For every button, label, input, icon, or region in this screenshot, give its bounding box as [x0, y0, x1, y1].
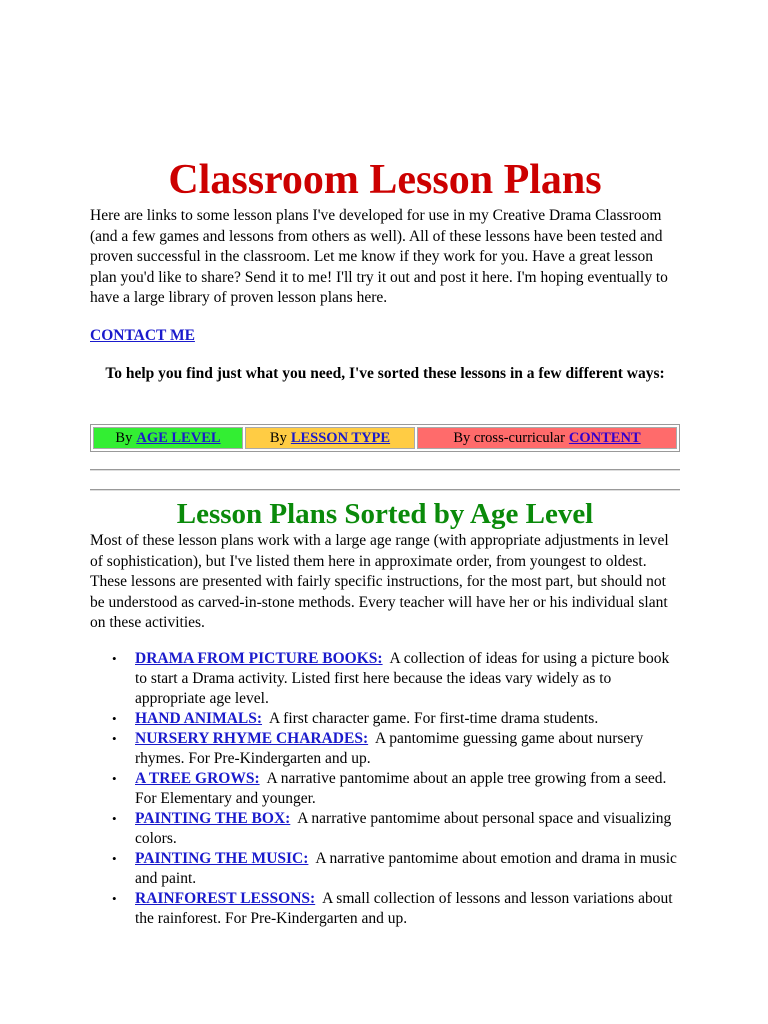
sort-type-prefix: By — [269, 429, 287, 446]
lesson-link-painting-the-music[interactable]: PAINTING THE MUSIC: — [135, 850, 309, 867]
bullet-icon: • — [112, 891, 117, 906]
lesson-description: A narrative pantomime about an apple tree growing from a seed. For Elementary and younger. — [135, 770, 667, 807]
horizontal-divider — [90, 469, 680, 471]
sort-age-prefix: By — [115, 429, 133, 446]
content-link[interactable]: CONTENT — [568, 429, 641, 446]
lesson-description: A pantomime guessing game about nursery rhymes. For Pre-Kindergarten and up. — [135, 730, 644, 767]
section-intro: Most of these lesson plans work with a large age range (with appropriate adjustments in level of sophistication), but I've listed them here in approximate order, from youngest to oldest. These lessons are presented with fairly specific instructions, for the most part, but should not be understood as carved-in-stone methods. Every teacher will have her or his individual slant on these activities. — [90, 532, 669, 631]
list-item — [90, 849, 680, 889]
sort-content-prefix: By cross-curricular — [453, 429, 565, 446]
list-item — [90, 769, 680, 809]
sort-intro: To help you find just what you need, I've sorted these lessons in a few different ways: — [105, 365, 665, 382]
list-item — [90, 709, 680, 729]
lesson-description: A narrative pantomime about personal space and visualizing colors. — [135, 810, 672, 847]
lesson-link-painting-the-box[interactable]: PAINTING THE BOX: — [135, 810, 291, 827]
intro-paragraph: Here are links to some lesson plans I've developed for use in my Creative Drama Classroom (and a few games and lessons from others as well). All of these lessons have been tested and proven successful in the classroom. Let me know if they work for you. Have a great lesson plan you'd like to share? Send it to me! I'll try it out and post it here. I'm hoping eventually to have a large library of proven lesson plans here. — [90, 207, 668, 306]
bullet-icon: • — [112, 851, 117, 866]
sort-cell-type — [245, 427, 415, 449]
bullet-icon: • — [112, 651, 117, 666]
lesson-link-nursery-rhyme-charades[interactable]: NURSERY RHYME CHARADES: — [135, 730, 369, 747]
lesson-description: A small collection of lessons and lesson variations about the rainforest. For Pre-Kindergarten and up. — [135, 890, 673, 927]
lesson-description: A collection of ideas for using a picture book to start a Drama activity. Listed first here because the ideas vary widely as to appropriate age level. — [135, 650, 670, 707]
list-item — [90, 889, 680, 929]
bullet-icon: • — [112, 771, 117, 786]
horizontal-divider — [90, 489, 680, 491]
lesson-list — [90, 649, 680, 929]
bullet-icon: • — [112, 731, 117, 746]
list-item — [90, 809, 680, 849]
list-item — [90, 729, 680, 769]
lesson-description: A narrative pantomime about emotion and drama in music and paint. — [135, 850, 677, 887]
sort-navigation-table — [90, 424, 680, 452]
lesson-type-link[interactable]: LESSON TYPE — [290, 429, 391, 446]
sort-cell-content — [417, 427, 677, 449]
lesson-link-a-tree-grows[interactable]: A TREE GROWS: — [135, 770, 260, 787]
age-level-link[interactable]: AGE LEVEL — [136, 429, 221, 446]
lesson-description: A first character game. For first-time drama students. — [268, 710, 599, 727]
lesson-link-rainforest-lessons[interactable]: RAINFOREST LESSONS: — [135, 890, 316, 907]
lesson-link-hand-animals[interactable]: HAND ANIMALS: — [135, 710, 263, 727]
bullet-icon: • — [112, 711, 117, 726]
lesson-link-drama-from-picture-books[interactable]: DRAMA FROM PICTURE BOOKS: — [135, 650, 383, 667]
bullet-icon: • — [112, 811, 117, 826]
list-item — [90, 649, 680, 709]
sort-cell-age — [93, 427, 243, 449]
section-title: Lesson Plans Sorted by Age Level — [176, 498, 594, 530]
contact-me-link[interactable]: CONTACT ME — [90, 327, 195, 344]
page-title: Classroom Lesson Plans — [168, 157, 602, 203]
